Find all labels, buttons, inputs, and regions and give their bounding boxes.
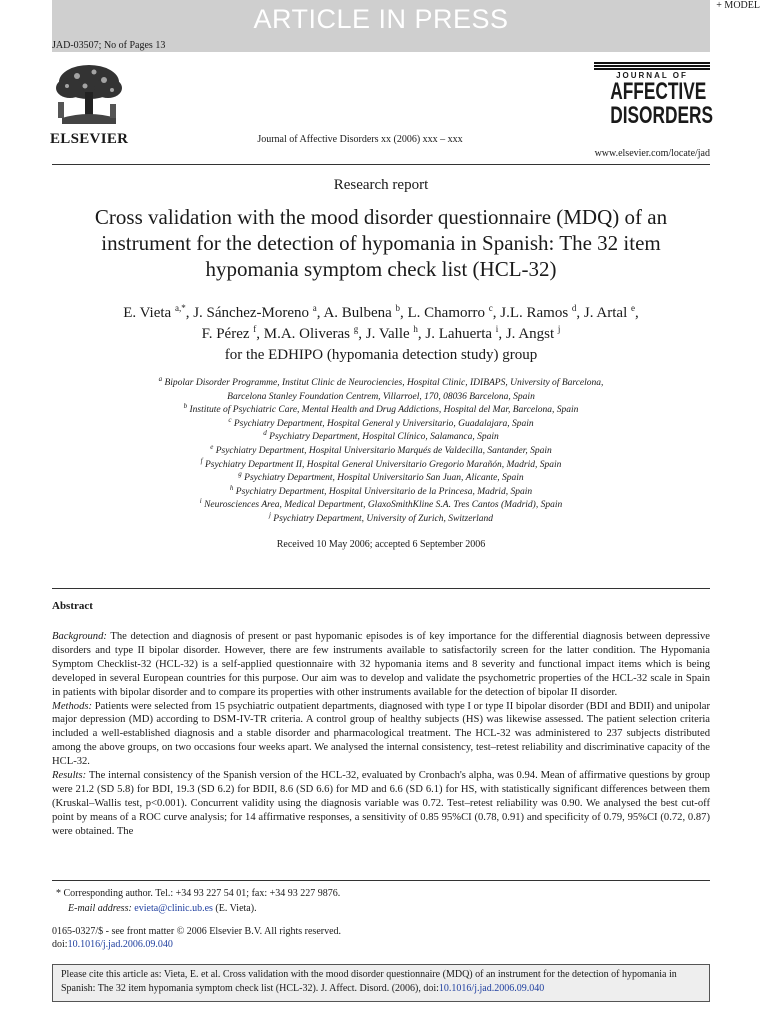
author: J.L. Ramos xyxy=(500,305,569,321)
abstract-background: Background: The detection and diagnosis of present or past hypomanic episodes is of key importance for the differential diagnosis between depressive disorders and type II bipolar disorder. However, there are few instruments available to satisfactorily screen for the latter condition. The Hypomania Symptom Checklist-32 (HCL-32) is a self-applied questionnaire with 32 hypomania items and 8 severity and functional impact items which is being developed in several European countries for this purpose. Our aim was to develop and validate the psychometric properties of the HCL-32 scale in Spain in patients with bipolar disorder and to compare its properties with other instruments available for the detection of bipolar II disorder. xyxy=(52,631,710,698)
author: J. Lahuerta xyxy=(425,326,493,342)
email-link[interactable]: evieta@clinic.ub.es xyxy=(134,903,213,914)
abstract-methods: Methods: Patients were selected from 15 psychiatric outpatient departments, diagnosed with type I or type II bipolar disorder (BDI and BDII) and unipolar major depression (MD) according to DSM-IV-TR criteria. A control group of healthy subjects (HS) was likewise assessed. The patient selection criteria included a well-established diagnosis and a stable disorder and pharmacological treatment. The HCL-32 was administered to 237 subjects distributed among the above groups, on two occasions four weeks apart. We analysed the internal consistency, test–retest reliability and discriminative capacity of the HCL-32. xyxy=(52,700,710,768)
affiliation: $^h$ Psychiatry Department, Hospital Universitario de la Princesa, Madrid, Spain xyxy=(229,483,533,497)
abstract-heading: Abstract xyxy=(52,600,93,612)
affiliation: $^d$ Psychiatry Department, Hospital Clínico, Salamanca, Spain xyxy=(263,429,499,443)
author: J. Valle xyxy=(365,326,410,342)
corresponding-author-note: * Corresponding author. Tel.: +34 93 227 54 01; fax: +34 93 227 9876. xyxy=(56,888,341,899)
author: L. Chamorro xyxy=(407,305,485,321)
author: M.A. Oliveras xyxy=(263,326,351,342)
journal-url[interactable]: www.elsevier.com/locate/jad xyxy=(594,148,710,159)
banner-text: ARTICLE IN PRESS xyxy=(253,4,509,34)
model-tag: + MODEL xyxy=(716,0,760,11)
affiliation: $^g$ Psychiatry Department, Hospital Universitario San Juan, Alicante, Spain xyxy=(238,470,524,484)
publisher-name: ELSEVIER xyxy=(50,131,129,147)
journal-citation: Journal of Affective Disorders xx (2006) xxx – xxx xyxy=(257,134,463,145)
author: J. Sánchez-Moreno xyxy=(193,305,309,321)
doi-line: doi:10.1016/j.jad.2006.09.040 xyxy=(52,939,173,950)
journal-logo-line2: AFFECTIVE xyxy=(610,78,707,105)
affiliation: $^i$ Neurosciences Area, Medical Department, GlaxoSmithKline S.A. Tres Cantos (Madrid), Spain xyxy=(199,497,563,511)
citation-box: Please cite this article as: Vieta, E. et al. Cross validation with the mood disorder questionnaire (MDQ) of an instrument for the detection of hypomania in Spanish: The 32 item hypomania symptom check list (HCL-32). J. Affect. Disord. (2006), doi:10.1016/j.jad.2006.09.040 xyxy=(52,964,710,1002)
abstract-body xyxy=(52,630,710,839)
affiliation: $^j$ Psychiatry Department, University of Zurich, Switzerland xyxy=(268,510,494,524)
footnote-divider xyxy=(52,880,710,881)
author: A. Bulbena xyxy=(323,305,392,321)
affiliation: $^e$ Psychiatry Department, Hospital Universitario Marqués de Valdecilla, Santander, Spain xyxy=(210,442,552,456)
report-type: Research report xyxy=(333,177,429,193)
group-line: for the EDHIPO (hypomania detection study) group xyxy=(224,347,538,363)
affiliation: $^b$ Institute of Psychiatric Care, Mental Health and Drug Addictions, Hospital del Mar, Barcelona, Spain xyxy=(183,402,579,416)
journal-logo xyxy=(594,62,713,129)
author-line-2: F. Pérez $^f$, M.A. Oliveras $^g$, J. Valle $^h$, J. Lahuerta $^i$, J. Angst $^j$ xyxy=(201,324,561,342)
affiliation: $^a$ Bipolar Disorder Programme, Institut Clinic de Neurociencies, Hospital Clinic, IDIBAPS, University of Barcelona, xyxy=(158,374,604,388)
author: E. Vieta xyxy=(123,305,172,321)
author: J. Artal xyxy=(583,305,628,321)
journal-logo-line3: DISORDERS xyxy=(610,102,713,129)
affiliation: $^c$ Psychiatry Department, Hospital General y Universitario, Guadalajara, Spain xyxy=(228,415,534,429)
header-divider xyxy=(52,164,710,165)
article-title: Cross validation with the mood disorder questionnaire (MDQ) of an instrument for the detection of hypomania in Spanish: The 32 item hypomania symptom check list (HCL-32) xyxy=(94,205,668,281)
elsevier-tree-logo xyxy=(52,62,126,128)
author-line-1: E. Vieta $^{a,*}$, J. Sánchez-Moreno $^a$, A. Bulbena $^b$, L. Chamorro $^c$, J.L. Ramos $^d$, J. Artal $^e$, xyxy=(123,303,639,321)
email-note: E-mail address: evieta@clinic.ub.es (E. Vieta). xyxy=(68,903,257,914)
copyright: 0165-0327/$ - see front matter © 2006 Elsevier B.V. All rights reserved. xyxy=(52,926,342,937)
cite-doi-link[interactable]: 10.1016/j.jad.2006.09.040 xyxy=(438,983,545,994)
journal-logo-line1: JOURNAL OF xyxy=(616,71,688,80)
document-id: JAD-03507; No of Pages 13 xyxy=(52,40,166,51)
affiliation: $^f$ Psychiatry Department II, Hospital General Universitario Gregorio Marañón, Madrid, Spain xyxy=(200,456,562,470)
affiliation: Barcelona Stanley Foundation Centrem, Villarroel, 170, 08036 Barcelona, Spain xyxy=(227,391,535,402)
abstract-results: Results: The internal consistency of the Spanish version of the HCL-32, evaluated by Cronbach's alpha, was 0.94. Mean of affirmative questions by group were 21.2 (SD 5.8) for BDI, 19.3 (SD 6.2) for BDII, 8.6 (SD 6.6) for MD and 6.6 (SD 6.1) for HS, with statistically significant differences between them (Kruskal–Wallis test, p<0.001). Concurrent validity using the diagnosis variable was 0.72. Test–retest reliability was 0.90. We analysed the best cut-off point by means of a ROC curve analysis; for 14 affirmative responses, a sensitivity of 0.85 95%CI (0.78, 0.91) and specificity of 0.79, 95%CI (0.72, 0.87) were obtained. The xyxy=(52,770,710,837)
abstract-divider xyxy=(52,588,710,589)
received-dates: Received 10 May 2006; accepted 6 September 2006 xyxy=(276,539,486,550)
affiliations xyxy=(52,374,710,527)
doi-link[interactable]: 10.1016/j.jad.2006.09.040 xyxy=(67,939,173,950)
author: J. Angst xyxy=(505,326,555,342)
author: F. Pérez xyxy=(201,326,250,342)
author-list xyxy=(40,303,722,366)
